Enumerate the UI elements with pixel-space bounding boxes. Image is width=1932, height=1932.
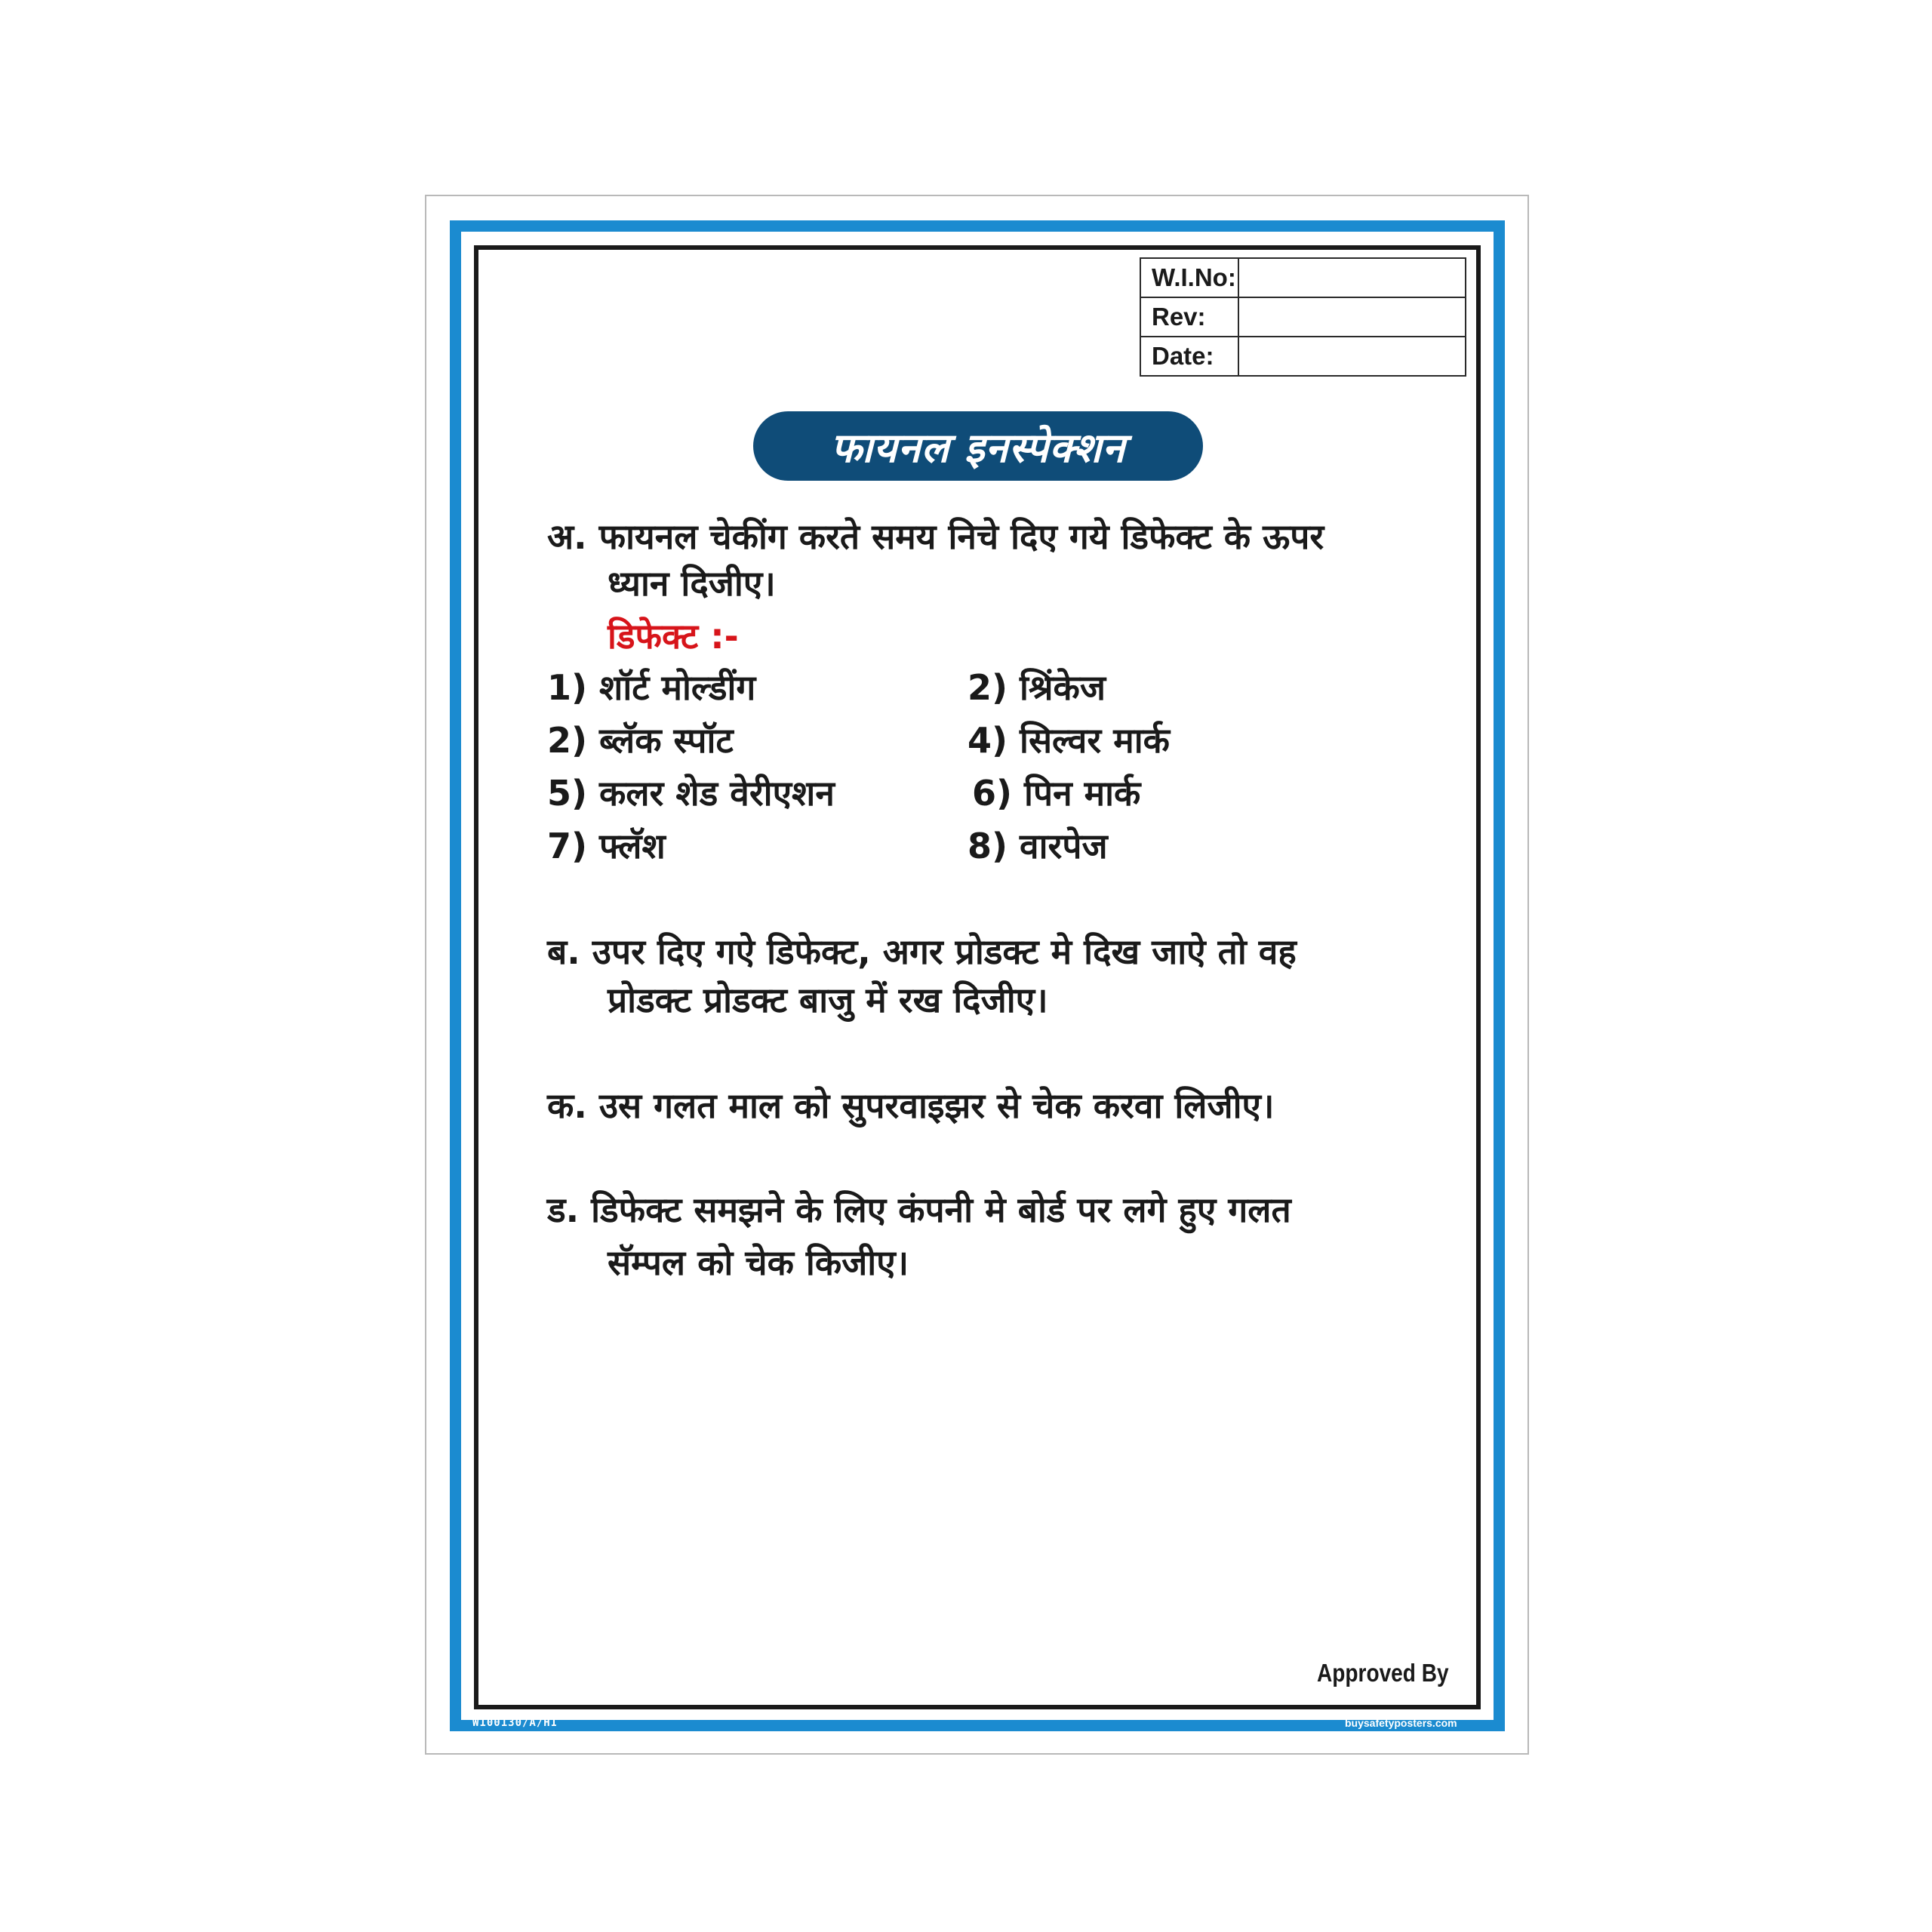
date-label: Date: — [1140, 337, 1238, 376]
defect-item: 2) श्रिंकेज — [968, 667, 1106, 708]
revision-value — [1238, 297, 1466, 337]
revision-label: Rev: — [1140, 297, 1238, 337]
date-value — [1238, 337, 1466, 376]
work-instruction-table — [1140, 257, 1466, 377]
section-b-line2: प्रोडक्ट प्रोडक्ट बाजु में रख दिजीए। — [608, 980, 1048, 1020]
approved-by-label: Approved By — [1317, 1659, 1449, 1687]
defects-heading: डिफेक्ट :- — [608, 616, 739, 657]
wi-number-value — [1238, 258, 1466, 297]
page-title: फायनल इनस्पेक्शन — [753, 411, 1203, 481]
date-row — [1140, 337, 1466, 376]
defect-item: 6) पिन मार्क — [972, 773, 1141, 814]
defect-item: 1) शॉर्ट मोल्डींग — [547, 667, 756, 708]
revision-row — [1140, 297, 1466, 337]
section-d-line2: सॅम्पल को चेक किजीए। — [608, 1242, 909, 1283]
section-a-line1: अ. फायनल चेकींग करते समय निचे दिए गये डिफेक्ट के ऊपर — [547, 516, 1324, 557]
section-b-line1: ब. उपर दिए गऐ डिफेक्ट, अगर प्रोडक्ट मे दिख जाऐ तो वह — [547, 931, 1297, 972]
copyright-notice: ©COPYRIGHT PROTECTED — [1485, 1526, 1493, 1615]
defect-item: 7) फ्लॅश — [547, 826, 666, 866]
section-c-line1: क. उस गलत माल को सुपरवाइझर से चेक करवा लिजीए। — [547, 1085, 1275, 1126]
wi-number-row — [1140, 258, 1466, 297]
wi-number-label: W.I.No: — [1140, 258, 1238, 297]
poster-code: W100130/A/HI — [472, 1717, 558, 1729]
defect-item: 4) सिल्वर मार्क — [968, 720, 1170, 761]
defect-item: 2) ब्लॅक स्पॉट — [547, 720, 734, 761]
defect-item: 5) कलर शेड वेरीएशन — [547, 773, 835, 814]
defect-item: 8) वारपेज — [968, 826, 1108, 866]
website-watermark: buysafetyposters.com — [1345, 1717, 1457, 1729]
section-a-line2: ध्यान दिजीए। — [608, 563, 776, 604]
section-d-line1: ड. डिफेक्ट समझने के लिए कंपनी मे बोर्ड पर लगे हुए गलत — [547, 1189, 1291, 1230]
